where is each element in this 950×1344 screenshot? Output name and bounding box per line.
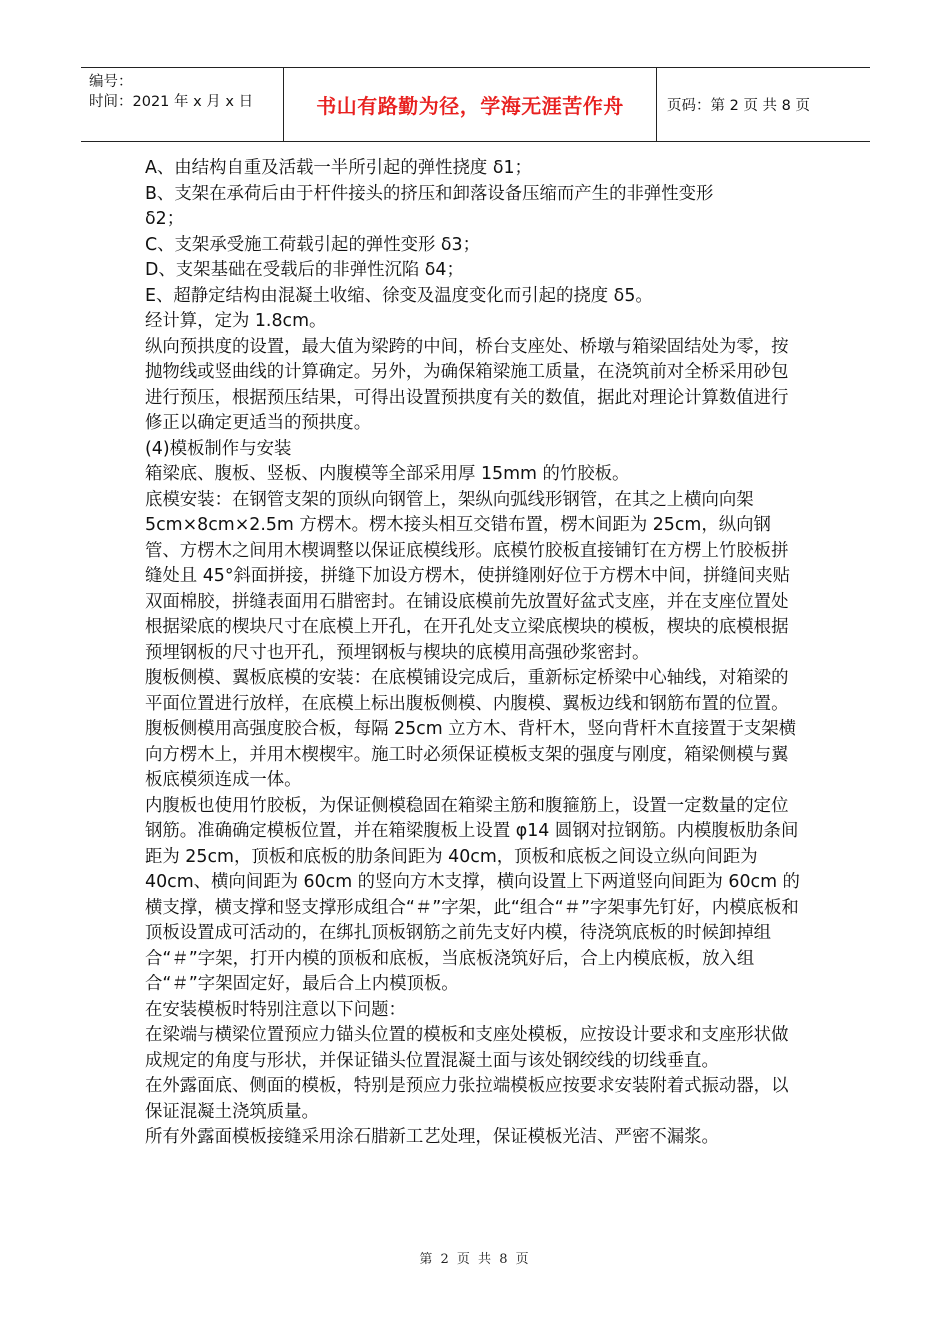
paragraph: C、支架承受施工荷载引起的弹性变形 δ3； [145,234,481,255]
paragraph: 箱梁底、腹板、竖板、内腹模等全部采用厚 15mm 的竹胶板。 [145,464,630,484]
paragraph: 底模安装：在钢管支架的顶纵向钢管上，架纵向弧线形钢管，在其之上横向向架 5cm×8cm×2.5m 方楞木。楞木接头相互交错布置，楞木间距为 25cm，纵向钢管、方楞木之间用木楔调整以保证底模线形。底模竹胶板直接铺钉在方楞上竹胶板拼缝处且 45°斜面拼接，拼缝下加设方楞木，使拼缝刚好位于方楞木中间，拼缝间夹贴双面棉胶，拼缝表面用石腊密封。在铺设底模前先放置好盆式支座，并在支座位置处根据梁底的楔块尺寸在底模上开孔，在开孔处支立梁底楔块的模板，楔块的底模根据预埋钢板的尺寸也开孔，预埋钢板与楔块的底模用高强砂浆密封。 [145,489,791,663]
paragraph: 所有外露面模板接缝采用涂石腊新工艺处理，保证模板光洁、严密不漏浆。 [145,1127,719,1147]
section-heading: (4)模板制作与安装 [145,438,292,459]
paragraph: D、支架基础在受载后的非弹性沉陷 δ4； [145,260,464,280]
header-motto: 书山有路勤为径，学海无涯苦作舟 [284,68,657,141]
paragraph: B、支架在承荷后由于杆件接头的挤压和卸落设备压缩而产生的非弹性变形 [145,183,714,204]
page-header [81,67,870,142]
paragraph: A、由结构自重及活载一半所引起的弹性挠度 δ1； [145,158,532,178]
paragraph: 腹板侧模、翼板底模的安装：在底模铺设完成后，重新标定桥梁中心轴线，对箱梁的平面位置进行放样，在底模上标出腹板侧模、内腹模、翼板边线和钢筋布置的位置。腹板侧模用高强度胶合板，每隔 25cm 立方木、背杆木，竖向背杆木直接置于支架横向方楞木上，并用木楔楔牢。施工时必须保证模板支架的强度与刚度，箱梁侧模与翼板底模须连成一体。 [145,668,796,790]
paragraph: 纵向预拱度的设置，最大值为梁跨的中间，桥台支座处、桥墩与箱梁固结处为零，按抛物线或竖曲线的计算确定。另外，为确保箱梁施工质量，在浇筑前对全桥采用砂包进行预压，根据预压结果，可得出设置预拱度有关的数值，据此对理论计算数值进行修正以确定更适当的预拱度。 [145,336,789,433]
document-body [145,156,805,1151]
paragraph: δ2； [145,209,185,229]
code-label: 编号： [89,74,133,90]
page-footer: 第 2 页 共 8 页 [419,1252,531,1267]
paragraph: 内腹板也使用竹胶板，为保证侧模稳固在箱梁主筋和腹箍筋上，设置一定数量的定位钢筋。准确确定模板位置，并在箱梁腹板上设置 φ14 圆钢对拉钢筋。内模腹板肋条间距为 25cm，顶板和底板的肋条间距为 40cm，顶板和底板之间设立纵向间距为 40cm、横向间距为 60cm 的竖向方木支撑，横向设置上下两道竖向间距为 60cm 的横支撑，横支撑和竖支撑形成组合“＃”字架，此“组合“＃”字架事先钉好，内模底板和顶板设置成可活动的，在绑扎顶板钢筋之前先支好内模，待浇筑底板的时候卸掉组合“＃”字架，打开内模的顶板和底板，当底板浇筑好后，合上内模底板，放入组合“＃”字架固定好，最后合上内模顶板。 [145,795,800,994]
paragraph: E、超静定结构由混凝土收缩、徐变及温度变化而引起的挠度 δ5。 [145,285,653,306]
paragraph: 在外露面底、侧面的模板，特别是预应力张拉端模板应按要求安装附着式振动器，以保证混凝土浇筑质量。 [145,1076,789,1122]
paragraph: 经计算，定为 1.8cm。 [145,311,327,331]
date-label: 时间：2021 年 x 月 x 日 [89,94,254,110]
paragraph: 在梁端与横梁位置预应力锚头位置的模板和支座处模板，应按设计要求和支座形状做成规定的角度与形状，并保证锚头位置混凝土面与该处钢绞线的切线垂直。 [145,1025,789,1071]
paragraph: 在安装模板时特别注意以下问题： [145,999,406,1020]
header-page-info: 页码：第 2 页 共 8 页 [667,98,810,114]
header-meta [81,68,284,141]
